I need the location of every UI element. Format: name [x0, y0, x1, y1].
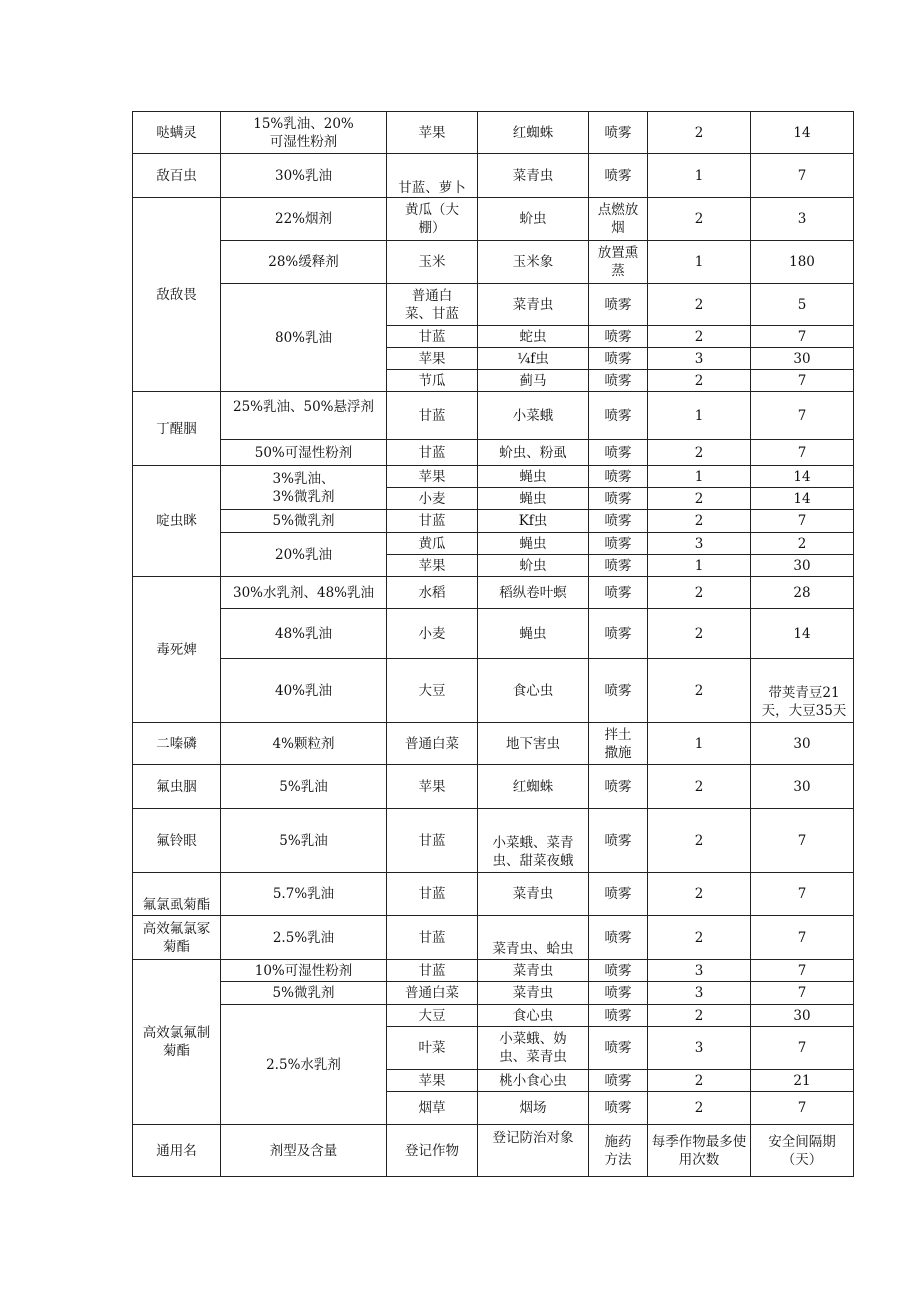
cell-formulation: 30%水乳剂、48%乳油	[221, 577, 387, 609]
cell-max-uses: 1	[648, 723, 751, 765]
cell-interval: 7	[751, 1092, 854, 1125]
cell-max-uses: 2	[648, 659, 751, 723]
cell-max-uses: 2	[648, 1092, 751, 1125]
cell-interval: 7	[751, 1027, 854, 1070]
cell-crop: 小麦	[387, 488, 478, 510]
cell-method: 喷雾	[589, 609, 648, 659]
cell-target: 红蜘蛛	[478, 112, 589, 154]
cell-target: 菜青虫	[478, 982, 589, 1005]
cell-crop: 普通白菜	[387, 982, 478, 1005]
cell-interval: 7	[751, 982, 854, 1005]
cell-crop: 甘蓝	[387, 809, 478, 873]
table-row	[133, 809, 854, 873]
cell-max-uses: 2	[648, 916, 751, 960]
cell-method: 喷雾	[589, 326, 648, 348]
cell-max-uses: 1	[648, 555, 751, 577]
cell-formulation: 3%乳油、3%微乳剂	[221, 466, 387, 510]
cell-name: 丁醒胭	[133, 392, 221, 466]
cell-interval: 14	[751, 466, 854, 488]
cell-max-uses: 3	[648, 982, 751, 1005]
cell-formulation: 5%乳油	[221, 809, 387, 873]
table-row	[133, 873, 854, 916]
header-cell: 剂型及含量	[221, 1125, 387, 1177]
cell-method: 喷雾	[589, 1027, 648, 1070]
cell-target: 蚧虫、粉虱	[478, 440, 589, 466]
cell-interval: 7	[751, 873, 854, 916]
cell-interval: 7	[751, 440, 854, 466]
cell-interval: 7	[751, 510, 854, 533]
cell-max-uses: 2	[648, 370, 751, 392]
cell-interval: 7	[751, 370, 854, 392]
cell-target: 食心虫	[478, 1005, 589, 1027]
cell-formulation: 10%可湿性粉剂	[221, 960, 387, 982]
cell-method: 喷雾	[589, 809, 648, 873]
cell-target: 红蜘蛛	[478, 765, 589, 809]
cell-crop: 玉米	[387, 241, 478, 284]
cell-max-uses: 2	[648, 326, 751, 348]
cell-formulation: 5%微乳剂	[221, 510, 387, 533]
cell-max-uses: 2	[648, 440, 751, 466]
table-row	[133, 510, 854, 533]
header-cell: 每季作物最多使用次数	[648, 1125, 751, 1177]
header-cell: 施药方法	[589, 1125, 648, 1177]
cell-method: 喷雾	[589, 533, 648, 555]
table-row	[133, 440, 854, 466]
header-cell: 通用名	[133, 1125, 221, 1177]
cell-target: 玉米象	[478, 241, 589, 284]
table-row	[133, 659, 854, 723]
cell-interval: 3	[751, 198, 854, 241]
table-row	[133, 765, 854, 809]
table-row	[133, 982, 854, 1005]
cell-target: 食心虫	[478, 659, 589, 723]
cell-name: 高效氟氯冢菊酯	[133, 916, 221, 960]
cell-interval: 5	[751, 284, 854, 326]
cell-target: 稻纵卷叶螟	[478, 577, 589, 609]
cell-interval: 14	[751, 488, 854, 510]
table-row	[133, 960, 854, 982]
cell-formulation: 22%烟剂	[221, 198, 387, 241]
cell-crop: 苹果	[387, 112, 478, 154]
cell-crop: 普通白菜、甘蓝	[387, 284, 478, 326]
table-row	[133, 112, 854, 154]
cell-interval: 30	[751, 765, 854, 809]
cell-crop: 苹果	[387, 555, 478, 577]
cell-target: 菜青虫、蛤虫	[478, 916, 589, 960]
cell-interval: 30	[751, 348, 854, 370]
cell-interval: 7	[751, 154, 854, 198]
cell-target: 小菜蛾	[478, 392, 589, 440]
cell-interval: 7	[751, 960, 854, 982]
cell-name: 氟铃眼	[133, 809, 221, 873]
cell-target: 菜青虫	[478, 960, 589, 982]
table-row	[133, 198, 854, 241]
cell-crop: 普通白菜	[387, 723, 478, 765]
cell-name: 二嗪磷	[133, 723, 221, 765]
cell-method: 喷雾	[589, 873, 648, 916]
cell-interval: 21	[751, 1070, 854, 1092]
cell-name: 氟氯虱菊酯	[133, 873, 221, 916]
cell-target: 蛇虫	[478, 326, 589, 348]
table-row	[133, 241, 854, 284]
cell-method: 喷雾	[589, 112, 648, 154]
cell-max-uses: 2	[648, 765, 751, 809]
cell-formulation: 4%颗粒剂	[221, 723, 387, 765]
cell-target: 蝇虫	[478, 466, 589, 488]
cell-method: 喷雾	[589, 982, 648, 1005]
cell-crop: 甘蓝	[387, 392, 478, 440]
cell-crop: 小麦	[387, 609, 478, 659]
cell-crop: 大豆	[387, 659, 478, 723]
cell-crop: 黄瓜	[387, 533, 478, 555]
table-row	[133, 466, 854, 488]
cell-max-uses: 2	[648, 809, 751, 873]
cell-max-uses: 1	[648, 154, 751, 198]
cell-name: 毒死婢	[133, 577, 221, 723]
cell-max-uses: 2	[648, 1070, 751, 1092]
cell-formulation: 5%乳油	[221, 765, 387, 809]
cell-method: 喷雾	[589, 1070, 648, 1092]
cell-formulation: 15%乳油、20%可湿性粉剂	[221, 112, 387, 154]
cell-formulation: 80%乳油	[221, 284, 387, 392]
table-row	[133, 392, 854, 440]
table-row	[133, 533, 854, 555]
cell-max-uses: 2	[648, 577, 751, 609]
header-cell: 登记作物	[387, 1125, 478, 1177]
cell-method: 喷雾	[589, 1092, 648, 1125]
cell-crop: 甘蓝	[387, 916, 478, 960]
cell-target: 地下害虫	[478, 723, 589, 765]
cell-crop: 烟草	[387, 1092, 478, 1125]
cell-method: 喷雾	[589, 577, 648, 609]
cell-name: 高效氯氟制菊酯	[133, 960, 221, 1125]
cell-method: 喷雾	[589, 392, 648, 440]
cell-method: 喷雾	[589, 488, 648, 510]
cell-target: 蝇虫	[478, 488, 589, 510]
cell-target: 蝇虫	[478, 609, 589, 659]
cell-crop: 苹果	[387, 1070, 478, 1092]
cell-crop: 节瓜	[387, 370, 478, 392]
table-row	[133, 723, 854, 765]
cell-method: 喷雾	[589, 1005, 648, 1027]
cell-crop: 甘蓝	[387, 960, 478, 982]
table-row	[133, 154, 854, 198]
cell-max-uses: 1	[648, 392, 751, 440]
cell-method: 喷雾	[589, 370, 648, 392]
cell-interval: 14	[751, 112, 854, 154]
cell-max-uses: 2	[648, 112, 751, 154]
cell-max-uses: 1	[648, 466, 751, 488]
cell-formulation: 5.7%乳油	[221, 873, 387, 916]
table-header-row	[133, 1125, 854, 1177]
cell-formulation: 5%微乳剂	[221, 982, 387, 1005]
table-row	[133, 916, 854, 960]
cell-method: 喷雾	[589, 659, 648, 723]
cell-crop: 大豆	[387, 1005, 478, 1027]
cell-target: 蚧虫	[478, 198, 589, 241]
cell-crop: 黄瓜（大棚）	[387, 198, 478, 241]
cell-method: 喷雾	[589, 440, 648, 466]
cell-interval: 30	[751, 1005, 854, 1027]
cell-target: 小菜蛾、妫虫、菜青虫	[478, 1027, 589, 1070]
cell-max-uses: 2	[648, 1005, 751, 1027]
cell-max-uses: 2	[648, 609, 751, 659]
cell-interval: 2	[751, 533, 854, 555]
cell-max-uses: 2	[648, 198, 751, 241]
cell-target: 菜青虫	[478, 873, 589, 916]
cell-method: 喷雾	[589, 154, 648, 198]
cell-name: 敌敌畏	[133, 198, 221, 392]
cell-max-uses: 2	[648, 488, 751, 510]
header-cell: 登记防治对象	[478, 1125, 589, 1177]
cell-formulation: 30%乳油	[221, 154, 387, 198]
cell-method: 喷雾	[589, 555, 648, 577]
cell-interval: 14	[751, 609, 854, 659]
cell-formulation: 40%乳油	[221, 659, 387, 723]
cell-max-uses: 2	[648, 284, 751, 326]
cell-method: 喷雾	[589, 466, 648, 488]
cell-target: 小菜蛾、菜青虫、甜菜夜蛾	[478, 809, 589, 873]
cell-crop: 甘蓝	[387, 510, 478, 533]
table-row	[133, 609, 854, 659]
cell-interval: 180	[751, 241, 854, 284]
cell-crop: 苹果	[387, 765, 478, 809]
cell-formulation: 28%缓释剂	[221, 241, 387, 284]
cell-crop: 甘蓝	[387, 873, 478, 916]
cell-interval: 带荚青豆21天，大豆35天	[751, 659, 854, 723]
cell-crop: 甘蓝	[387, 326, 478, 348]
cell-target: 蚧虫	[478, 555, 589, 577]
cell-interval: 7	[751, 916, 854, 960]
cell-max-uses: 3	[648, 960, 751, 982]
cell-target: 桃小食心虫	[478, 1070, 589, 1092]
cell-formulation: 50%可湿性粉剂	[221, 440, 387, 466]
cell-method: 喷雾	[589, 960, 648, 982]
cell-max-uses: 2	[648, 873, 751, 916]
cell-formulation: 25%乳油、50%悬浮剂	[221, 392, 387, 440]
cell-target: 蝇虫	[478, 533, 589, 555]
header-cell: 安全间隔期（天）	[751, 1125, 854, 1177]
cell-crop: 甘蓝、萝卜	[387, 154, 478, 198]
cell-method: 喷雾	[589, 510, 648, 533]
cell-name: 啶虫眯	[133, 466, 221, 577]
cell-max-uses: 2	[648, 510, 751, 533]
cell-crop: 苹果	[387, 348, 478, 370]
cell-method: 放置熏蒸	[589, 241, 648, 284]
cell-interval: 30	[751, 723, 854, 765]
cell-target: 烟场	[478, 1092, 589, 1125]
cell-crop: 苹果	[387, 466, 478, 488]
table-row	[133, 577, 854, 609]
cell-target: 蓟马	[478, 370, 589, 392]
table-row	[133, 284, 854, 326]
cell-max-uses: 1	[648, 241, 751, 284]
cell-target: Kf虫	[478, 510, 589, 533]
cell-name: 氟虫胭	[133, 765, 221, 809]
cell-interval: 28	[751, 577, 854, 609]
cell-formulation: 20%乳油	[221, 533, 387, 577]
cell-method: 拌土撒施	[589, 723, 648, 765]
cell-crop: 叶菜	[387, 1027, 478, 1070]
table-row	[133, 1005, 854, 1027]
cell-method: 点燃放烟	[589, 198, 648, 241]
cell-target: 菜青虫	[478, 284, 589, 326]
cell-name: 哒螨灵	[133, 112, 221, 154]
cell-method: 喷雾	[589, 916, 648, 960]
cell-interval: 30	[751, 555, 854, 577]
cell-formulation: 2.5%乳油	[221, 916, 387, 960]
pesticide-table	[132, 111, 854, 1177]
cell-interval: 7	[751, 392, 854, 440]
cell-name: 敌百虫	[133, 154, 221, 198]
cell-crop: 甘蓝	[387, 440, 478, 466]
cell-max-uses: 3	[648, 533, 751, 555]
cell-formulation: 2.5%水乳剂	[221, 1005, 387, 1125]
cell-method: 喷雾	[589, 765, 648, 809]
cell-target: ¼f虫	[478, 348, 589, 370]
cell-crop: 水稻	[387, 577, 478, 609]
cell-max-uses: 3	[648, 348, 751, 370]
cell-formulation: 48%乳油	[221, 609, 387, 659]
cell-method: 喷雾	[589, 284, 648, 326]
cell-interval: 7	[751, 809, 854, 873]
cell-interval: 7	[751, 326, 854, 348]
cell-max-uses: 3	[648, 1027, 751, 1070]
cell-target: 菜青虫	[478, 154, 589, 198]
cell-method: 喷雾	[589, 348, 648, 370]
